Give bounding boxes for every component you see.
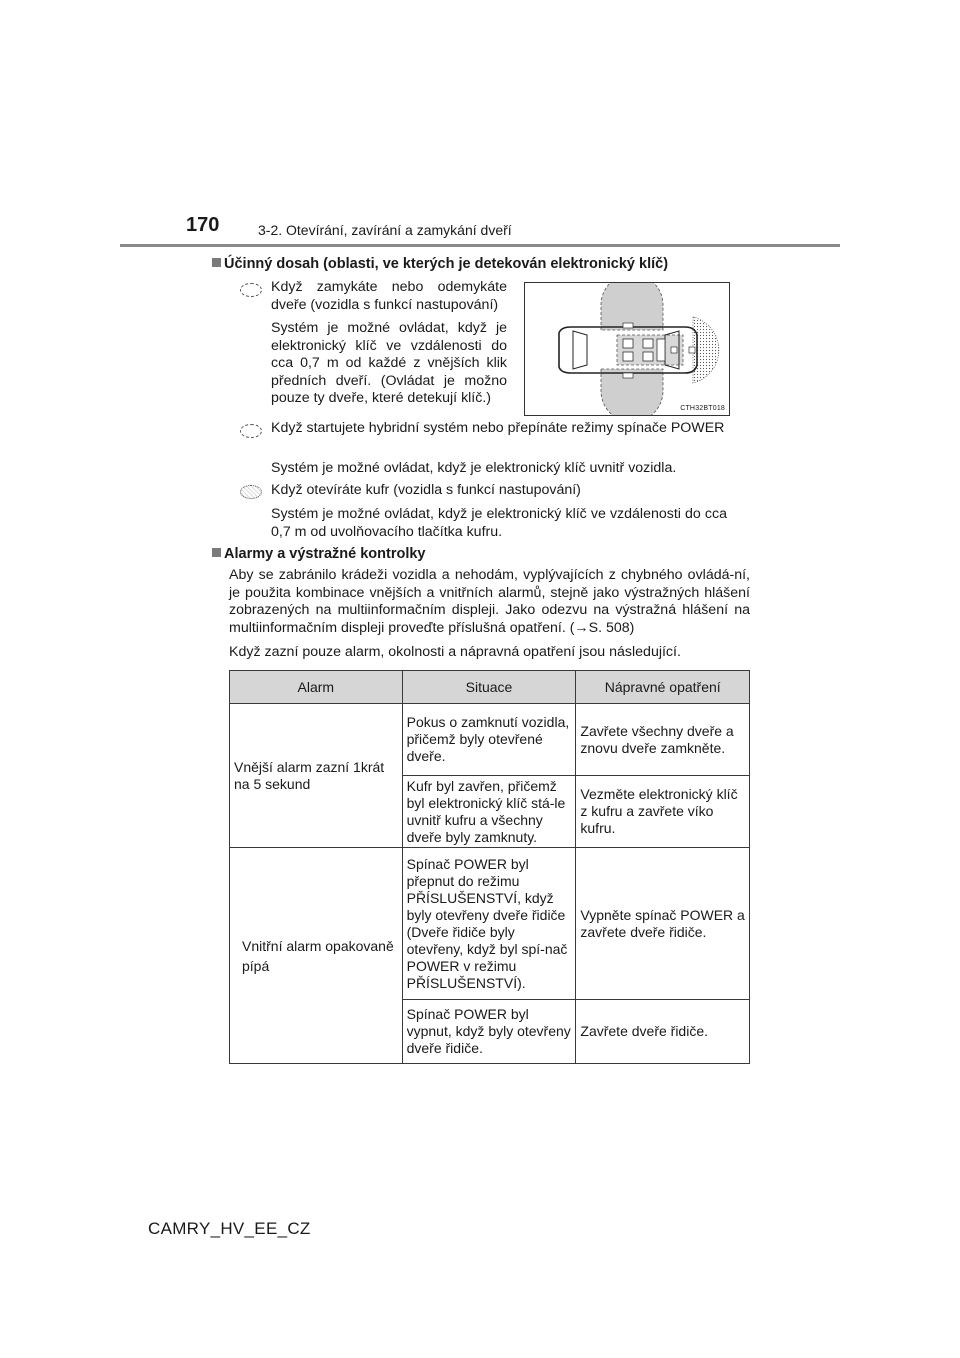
square-bullet-icon <box>212 258 221 267</box>
action-cell: Vezměte elektronický klíč z kufru a zavřete víko kufru. <box>576 776 750 848</box>
item3-condition: Když otevíráte kufr (vozidla s funkcí nastupování) <box>271 482 581 498</box>
dotted-trunk-icon <box>240 485 262 499</box>
model-code-footer: CAMRY_HV_EE_CZ <box>148 1219 311 1238</box>
seat <box>643 352 653 361</box>
antenna-marker <box>671 347 677 353</box>
alarm-cell: Vnitřní alarm opakovaně pípá <box>230 848 403 1064</box>
table-row <box>230 848 750 1000</box>
antenna-marker <box>623 373 633 378</box>
alarm-table <box>229 670 750 1064</box>
column-header-situation: Situace <box>402 671 576 704</box>
column-header-action: Nápravné opatření <box>576 671 750 704</box>
square-bullet-icon <box>212 548 221 557</box>
item1-description: Systém je možné ovládat, když je elektronický klíč ve vzdálenosti do cca 0,7 m od každé z vnějších klik předních dveří. (Ovládat je možno pouze ty dveře, které detekují klíč.) <box>271 320 507 406</box>
seat <box>623 352 633 361</box>
situation-cell: Spínač POWER byl přepnut do režimu PŘÍSLUŠENSTVÍ, když byly otevřeny dveře řidiče (Dveře řidiče byly otevřeny, když byl spí-nač POWER v režimu PŘÍSLUŠENSTVÍ). <box>402 848 576 1000</box>
chapter-title: 3-2. Otevírání, zavírání a zamykání dveří <box>258 222 512 238</box>
rear-bench <box>657 339 665 361</box>
alarms-intro-paragraph: Aby se zabránilo krádeži vozidla a nehodám, vyplývajících z chybného ovládá-ní, je použita kombinace vnějších a vnitřních alarmů, stejně jako výstražných hlášení zobrazených na multiinformačním displeji. Jako odezvu na výstražná hlášení na multiinformačním displeji proveďte příslušná opatření. (→S. 508) <box>229 567 750 636</box>
section-title: Alarmy a výstražné kontrolky <box>224 546 426 562</box>
alarm-cell: Vnější alarm zazní 1krát na 5 sekund <box>230 704 403 848</box>
antenna-marker <box>623 323 633 328</box>
dashed-interior-icon <box>240 424 262 438</box>
item3-description: Systém je možné ovládat, když je elektronický klíč ve vzdálenosti do cca 0,7 m od uvolňovacího tlačítka kufru. <box>271 506 727 540</box>
car-top-view-illustration <box>525 283 729 415</box>
item2-condition: Když startujete hybridní systém nebo přepínáte režimy spínače POWER <box>271 420 725 436</box>
windshield <box>573 331 587 369</box>
section-heading-alarms <box>212 546 425 562</box>
item2-description: Systém je možné ovládat, když je elektronický klíč uvnitř vozidla. <box>271 460 677 476</box>
detection-range-figure <box>524 282 730 416</box>
antenna-marker <box>689 347 695 353</box>
seat <box>643 339 653 348</box>
column-header-alarm: Alarm <box>230 671 403 704</box>
situation-cell: Pokus o zamknutí vozidla, přičemž byly otevřené dveře. <box>402 704 576 776</box>
action-cell: Zavřete všechny dveře a znovu dveře zamkněte. <box>576 704 750 776</box>
dashed-area-icon <box>240 283 262 297</box>
section-heading-range <box>212 256 668 272</box>
item1-condition: Když zamykáte nebo odemykáte dveře (vozidla s funkcí nastupování) <box>271 279 507 313</box>
alarms-summary-line: Když zazní pouze alarm, okolnosti a nápravná opatření jsou následující. <box>229 644 681 660</box>
situation-cell: Spínač POWER byl vypnut, když byly otevřeny dveře řidiče. <box>402 1000 576 1064</box>
seat <box>623 339 633 348</box>
situation-cell: Kufr byl zavřen, přičemž byl elektronický klíč stá-le uvnitř kufru a všechny dveře byly zamknuty. <box>402 776 576 848</box>
action-cell: Zavřete dveře řidiče. <box>576 1000 750 1064</box>
page-number: 170 <box>186 214 220 236</box>
table-row <box>230 704 750 776</box>
section-title: Účinný dosah (oblasti, ve kterých je detekován elektronický klíč) <box>224 256 669 272</box>
figure-code: CTH32BT018 <box>680 405 725 412</box>
action-cell: Vypněte spínač POWER a zavřete dveře řidiče. <box>576 848 750 1000</box>
table-header-row <box>230 671 750 704</box>
header-divider <box>120 244 840 247</box>
